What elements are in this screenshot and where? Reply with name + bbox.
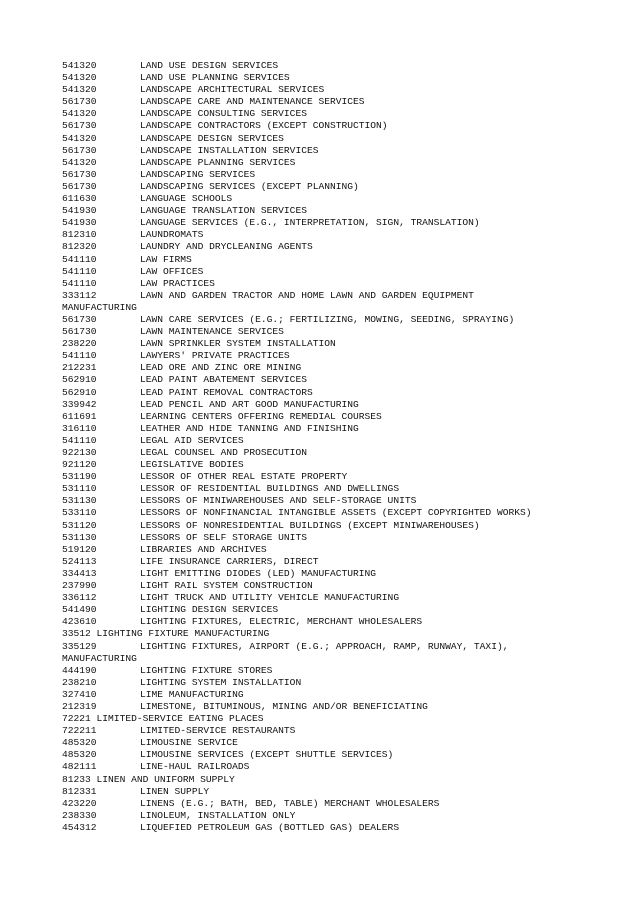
listing-line: [62, 580, 622, 592]
industry-description: LINENS (E.G.; BATH, BED, TABLE) MERCHANT WHOLESALERS: [140, 797, 440, 809]
naics-code: 541320: [62, 132, 97, 144]
naics-code: 812320: [62, 241, 97, 253]
industry-description: LANDSCAPING SERVICES: [140, 168, 256, 180]
naics-code: 333112: [62, 289, 97, 301]
listing-line: [62, 72, 622, 84]
industry-description: LANDSCAPE PLANNING SERVICES: [140, 156, 296, 168]
naics-code: 921120: [62, 459, 97, 471]
listing-line: [62, 495, 622, 507]
naics-code: 531190: [62, 471, 97, 483]
industry-description: LIMESTONE, BITUMINOUS, MINING AND/OR BENEFICIATING: [140, 700, 428, 712]
industry-description: LIGHT TRUCK AND UTILITY VEHICLE MANUFACTURING: [140, 592, 400, 604]
listing-line: [62, 120, 622, 132]
naics-code-listing: [62, 60, 622, 834]
listing-line: [62, 254, 622, 266]
industry-description: LANDSCAPE CARE AND MAINTENANCE SERVICES: [140, 96, 365, 108]
listing-line: [62, 798, 622, 810]
naics-code: 561730: [62, 180, 97, 192]
listing-line: [62, 544, 622, 556]
listing-line: [62, 447, 622, 459]
industry-description: LAUNDROMATS: [140, 229, 204, 241]
listing-line: [62, 387, 622, 399]
listing-line: [62, 532, 622, 544]
industry-description: LEARNING CENTERS OFFERING REMEDIAL COURSES: [140, 410, 382, 422]
listing-line-continuation: [62, 653, 622, 665]
industry-description: LEGAL AID SERVICES: [140, 434, 244, 446]
naics-code: 238330: [62, 809, 97, 821]
naics-code: 561730: [62, 96, 97, 108]
listing-line: [62, 774, 622, 786]
listing-line: [62, 435, 622, 447]
naics-code: 541490: [62, 604, 97, 616]
listing-line: [62, 592, 622, 604]
industry-description: LIMITED-SERVICE RESTAURANTS: [140, 725, 296, 737]
naics-code: 611630: [62, 193, 97, 205]
naics-code: 327410: [62, 688, 97, 700]
industry-description: LINOLEUM, INSTALLATION ONLY: [140, 809, 296, 821]
listing-line: [62, 701, 622, 713]
industry-description: LESSORS OF NONFINANCIAL INTANGIBLE ASSETS (EXCEPT COPYRIGHTED WORKS): [140, 507, 532, 519]
naics-code: 922130: [62, 447, 97, 458]
industry-description: LEAD PAINT ABATEMENT SERVICES: [140, 374, 307, 386]
naics-code: 531110: [62, 483, 97, 495]
listing-line: [62, 483, 622, 495]
entry-text: 81233 LINEN AND UNIFORM SUPPLY: [62, 773, 235, 785]
listing-line: [62, 205, 622, 217]
industry-description: LAW OFFICES: [140, 265, 204, 277]
industry-description: LANGUAGE SERVICES (E.G., INTERPRETATION, SIGN, TRANSLATION): [140, 217, 480, 229]
industry-description: LANDSCAPING SERVICES (EXCEPT PLANNING): [140, 180, 359, 192]
industry-description: LAWN SPRINKLER SYSTEM INSTALLATION: [140, 338, 336, 350]
industry-description: LANDSCAPE CONTRACTORS (EXCEPT CONSTRUCTION): [140, 120, 388, 132]
listing-line: [62, 459, 622, 471]
naics-code: 336112: [62, 592, 97, 604]
industry-description: LEAD PENCIL AND ART GOOD MANUFACTURING: [140, 398, 359, 410]
listing-line: [62, 689, 622, 701]
naics-code: 562910: [62, 374, 97, 386]
industry-description: LANDSCAPE DESIGN SERVICES: [140, 132, 284, 144]
industry-description: LAWN MAINTENANCE SERVICES: [140, 326, 284, 338]
listing-line: [62, 713, 622, 725]
listing-line: [62, 290, 622, 302]
industry-description: LIGHTING SYSTEM INSTALLATION: [140, 676, 302, 688]
industry-description: LIQUEFIED PETROLEUM GAS (BOTTLED GAS) DEALERS: [140, 821, 400, 833]
listing-line: [62, 169, 622, 181]
listing-line: [62, 677, 622, 689]
industry-description: LIBRARIES AND ARCHIVES: [140, 543, 267, 555]
industry-description: LEAD ORE AND ZINC ORE MINING: [140, 362, 302, 374]
industry-description: LIGHT RAIL SYSTEM CONSTRUCTION: [140, 580, 313, 592]
naics-code: 541320: [62, 84, 97, 96]
naics-code: 561730: [62, 313, 97, 325]
listing-line: [62, 399, 622, 411]
listing-line: [62, 641, 622, 653]
listing-line: [62, 326, 622, 338]
listing-line: [62, 737, 622, 749]
industry-description: LESSOR OF RESIDENTIAL BUILDINGS AND DWELLINGS: [140, 483, 400, 495]
naics-code: 541930: [62, 217, 97, 229]
listing-line: [62, 665, 622, 677]
industry-description: LAUNDRY AND DRYCLEANING AGENTS: [140, 241, 313, 253]
listing-line: [62, 411, 622, 423]
listing-line: [62, 628, 622, 640]
listing-line: [62, 157, 622, 169]
industry-description: LAND USE PLANNING SERVICES: [140, 72, 290, 84]
listing-line: [62, 108, 622, 120]
listing-line: [62, 822, 622, 834]
listing-line: [62, 217, 622, 229]
listing-line: [62, 278, 622, 290]
industry-description: LINE-HAUL RAILROADS: [140, 761, 250, 773]
industry-description: LIGHT EMITTING DIODES (LED) MANUFACTURING: [140, 567, 377, 579]
industry-description: LIGHTING FIXTURE STORES: [140, 664, 273, 676]
listing-line: [62, 181, 622, 193]
listing-line: [62, 725, 622, 737]
listing-line: [62, 423, 622, 435]
naics-code: 531130: [62, 531, 97, 543]
naics-code: 561730: [62, 168, 97, 180]
naics-code: 335129: [62, 640, 97, 652]
naics-code: 454312: [62, 821, 97, 833]
naics-code: 519120: [62, 543, 97, 555]
listing-line: [62, 471, 622, 483]
industry-description: LESSOR OF OTHER REAL ESTATE PROPERTY: [140, 471, 348, 483]
listing-line: [62, 350, 622, 362]
naics-code: 541110: [62, 253, 97, 265]
naics-code: 541110: [62, 350, 97, 362]
description-continuation: MANUFACTURING: [62, 301, 137, 313]
naics-code: 541320: [62, 108, 97, 120]
industry-description: LEAD PAINT REMOVAL CONTRACTORS: [140, 386, 313, 398]
naics-code: 485320: [62, 737, 97, 749]
listing-line: [62, 374, 622, 386]
listing-line: [62, 96, 622, 108]
naics-code: 722211: [62, 725, 97, 737]
naics-code: 533110: [62, 507, 97, 519]
naics-code: 561730: [62, 144, 97, 156]
industry-description: LAND USE DESIGN SERVICES: [140, 60, 279, 71]
listing-line: [62, 568, 622, 580]
industry-description: LINEN SUPPLY: [140, 785, 210, 797]
industry-description: LESSORS OF SELF STORAGE UNITS: [140, 531, 307, 543]
industry-description: LIME MANUFACTURING: [140, 688, 244, 700]
entry-text: 72221 LIMITED-SERVICE EATING PLACES: [62, 713, 264, 725]
naics-code: 812310: [62, 229, 97, 241]
listing-line: [62, 556, 622, 568]
industry-description: LAWN CARE SERVICES (E.G.; FERTILIZING, MOWING, SEEDING, SPRAYING): [140, 313, 515, 325]
naics-code: 541320: [62, 156, 97, 168]
naics-code: 444190: [62, 664, 97, 676]
description-continuation: MANUFACTURING: [62, 652, 137, 664]
industry-description: LAW FIRMS: [140, 253, 192, 265]
industry-description: LEGISLATIVE BODIES: [140, 459, 244, 471]
listing-line: [62, 604, 622, 616]
listing-line: [62, 507, 622, 519]
naics-code: 561730: [62, 120, 97, 132]
industry-description: LAWN AND GARDEN TRACTOR AND HOME LAWN AND GARDEN EQUIPMENT: [140, 289, 474, 301]
listing-line: [62, 338, 622, 350]
industry-description: LIGHTING FIXTURES, ELECTRIC, MERCHANT WHOLESALERS: [140, 616, 423, 628]
naics-code: 316110: [62, 422, 97, 434]
naics-code: 485320: [62, 749, 97, 761]
naics-code: 334413: [62, 567, 97, 579]
naics-code: 238220: [62, 338, 97, 350]
naics-code: 561730: [62, 326, 97, 338]
industry-description: LIFE INSURANCE CARRIERS, DIRECT: [140, 555, 319, 567]
naics-code: 237990: [62, 580, 97, 592]
listing-line: [62, 810, 622, 822]
industry-description: LESSORS OF NONRESIDENTIAL BUILDINGS (EXCEPT MINIWAREHOUSES): [140, 519, 480, 531]
listing-line: [62, 266, 622, 278]
naics-code: 212319: [62, 700, 97, 712]
listing-line: [62, 145, 622, 157]
industry-description: LAW PRACTICES: [140, 277, 215, 289]
naics-code: 812331: [62, 785, 97, 797]
naics-code: 524113: [62, 555, 97, 567]
listing-line: [62, 761, 622, 773]
industry-description: LANDSCAPE INSTALLATION SERVICES: [140, 144, 319, 156]
industry-description: LEATHER AND HIDE TANNING AND FINISHING: [140, 422, 359, 434]
listing-line: [62, 193, 622, 205]
listing-line: [62, 362, 622, 374]
naics-code: 541110: [62, 277, 97, 289]
naics-code: 611691: [62, 410, 97, 422]
listing-line: [62, 60, 622, 72]
naics-code: 541930: [62, 205, 97, 217]
industry-description: LAWYERS' PRIVATE PRACTICES: [140, 350, 290, 362]
industry-description: LANDSCAPE ARCHITECTURAL SERVICES: [140, 84, 325, 96]
industry-description: LIMOUSINE SERVICES (EXCEPT SHUTTLE SERVICES): [140, 749, 394, 761]
naics-code: 541110: [62, 265, 97, 277]
naics-code: 541320: [62, 72, 97, 84]
industry-description: LANDSCAPE CONSULTING SERVICES: [140, 108, 307, 120]
naics-code: 541110: [62, 434, 97, 446]
naics-code: 212231: [62, 362, 97, 374]
industry-description: LANGUAGE SCHOOLS: [140, 193, 233, 205]
naics-code: 339942: [62, 398, 97, 410]
listing-line: [62, 84, 622, 96]
listing-line: [62, 229, 622, 241]
industry-description: LIGHTING FIXTURES, AIRPORT (E.G.; APPROACH, RAMP, RUNWAY, TAXI),: [140, 640, 509, 652]
naics-code: 238210: [62, 676, 97, 688]
industry-description: LANGUAGE TRANSLATION SERVICES: [140, 205, 307, 217]
industry-description: LESSORS OF MINIWAREHOUSES AND SELF-STORAGE UNITS: [140, 495, 417, 507]
naics-code: 482111: [62, 761, 97, 773]
industry-description: LIGHTING DESIGN SERVICES: [140, 604, 279, 616]
listing-line-continuation: [62, 302, 622, 314]
listing-line: [62, 133, 622, 145]
industry-description: LIMOUSINE SERVICE: [140, 737, 238, 749]
listing-line: [62, 616, 622, 628]
naics-code: 423220: [62, 797, 97, 809]
naics-code: 531120: [62, 519, 97, 531]
naics-code: 423610: [62, 616, 97, 628]
listing-line: [62, 520, 622, 532]
listing-line: [62, 786, 622, 798]
naics-code: 541320: [62, 60, 97, 71]
entry-text: 33512 LIGHTING FIXTURE MANUFACTURING: [62, 628, 270, 640]
industry-description: LEGAL COUNSEL AND PROSECUTION: [140, 447, 307, 458]
listing-line: [62, 241, 622, 253]
naics-code: 531130: [62, 495, 97, 507]
listing-line: [62, 749, 622, 761]
listing-line: [62, 314, 622, 326]
naics-code: 562910: [62, 386, 97, 398]
